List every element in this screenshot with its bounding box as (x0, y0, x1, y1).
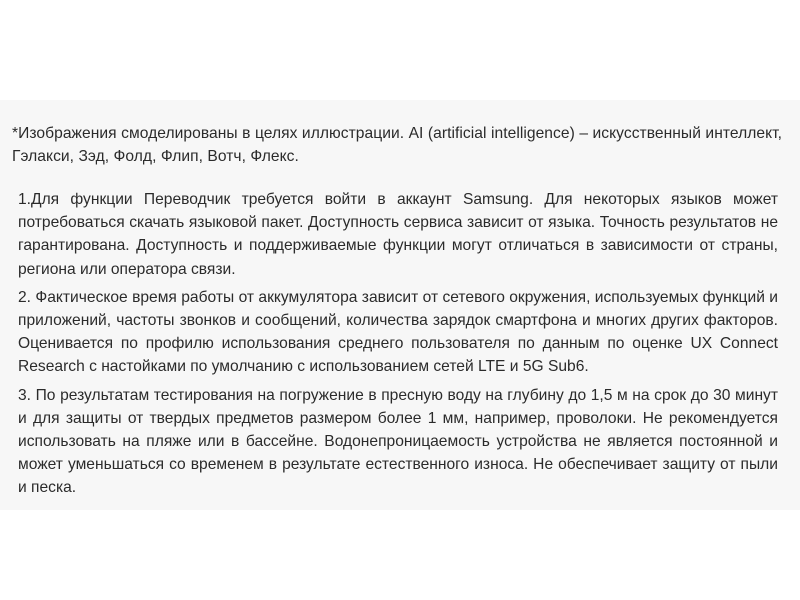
footnote-text: По результатам тестирования на погружение в пресную воду на глубину до 1,5 м на срок до 30 минут и для защиты от твердых предметов размером более 1 мм, например, проволоки. Не рекомендуется использовать на пляже или в бассейне. Водонепроницаемость устройства не является постоянной и может уменьшаться со временем в результате естественного износа. Не обеспечивает защиту от пыли и песка. (18, 386, 778, 497)
footnote-2 (18, 286, 778, 379)
footnote-text: Фактическое время работы от аккумулятора зависит от сетевого окружения, используемых функций и приложений, частоты звонков и сообщений, количества зарядок смартфона и многих других факторов. Оценивается по профилю использования среднего пользователя по данным по оценке UX Connect Research с настойками по умолчанию с использованием сетей LTE и 5G Sub6. (18, 288, 778, 376)
footnotes-list (18, 188, 778, 505)
footnote-number: 3. (18, 386, 32, 404)
footnote-text: Для функции Переводчик требуется войти в аккаунт Samsung. Для некоторых языков может потребоваться скачать языковой пакет. Доступность сервиса зависит от языка. Точность результатов не гарантирована. Доступность и поддерживаемые функции могут отличаться в зависимости от страны, региона или оператора связи. (18, 191, 778, 278)
footnote-number: 2. (18, 288, 32, 306)
footnote-1 (18, 188, 778, 281)
footnote-3 (18, 384, 778, 500)
illustration-disclaimer: *Изображения смоделированы в целях иллюстрации. AI (artificial intelligence) – искусственный интеллект, Гэлакси, Зэд, Фолд, Флип, Вотч, Флекс. (12, 125, 782, 165)
footnote-number: 1. (18, 191, 32, 208)
